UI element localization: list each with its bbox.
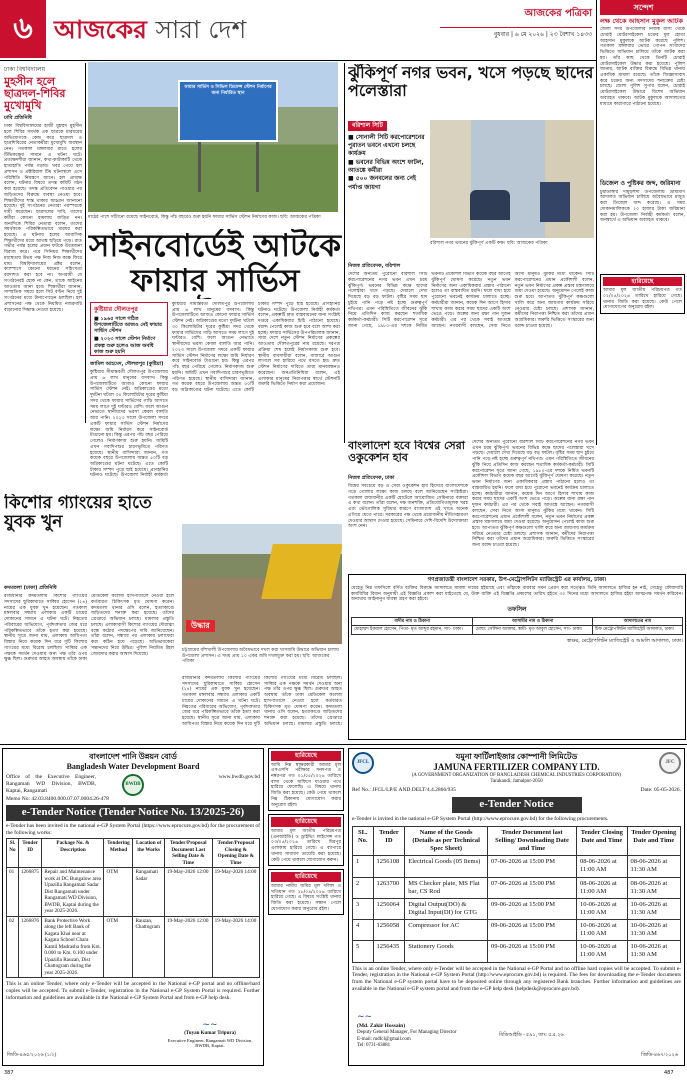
brand-name: আজকের পত্রিকা [524,8,592,19]
jfcl-name-en: JAMUNA FERTILIZER COMPANY LTD. [433,762,600,772]
keypoints-title: কুষ্টিয়ার দৌলতপুর [94,306,138,313]
table-header: Sl. No [7,839,19,868]
jfcl-name-bn: যমুনা ফার্টিলাইজার কোম্পানী লিমিটেড [455,752,578,761]
story-headline: ঝুঁকিপূর্ণ নগর ভবন, খসে পড়ছে ছাদের পলেস্তারা [348,64,594,100]
court-notice [348,574,686,740]
bwdb-seal-icon: BWDB [122,774,144,796]
story-headline: কিশোর গ্যাংয়ের হাতে যুবক খুন [4,494,152,532]
sidebar-body: চুয়াডাঙ্গার দামুড়হুদা উপজেলায় ভ্রাম্যমাণ আদালত অভিযান চালিয়ে অবৈধভাবে মজুত করা ডিজেল জব্দ করেছে। এ সময় দোকানমালিককে ২০ হাজার টাকা জরিমানা করা হয়। উপজেলা নির্বাহী কর্মকর্তা বলেন, জনস্বার্থে এ অভিযান অব্যাহত থাকবে। [600,189,685,224]
table-header: SL. No. [353,826,374,855]
jfcl-header [352,752,681,785]
jfcl-address: Tarakandi, Jamalpur-2050 [490,779,543,785]
classified-label: হারিয়েছে [271,817,341,827]
classified-label: হারিয়েছে [271,872,341,882]
table-cell: মোহাম্মদ ইকবাল হোসেন, পিতা- মৃত আব্দুর রহমান, সাং- ঢাকা। [352,626,473,635]
story-headline: বাংলাদেশ হবে বিশ্বের সেরা ওকুকেশন হাব [348,440,465,465]
story-headline: মুহসীন হলে ছাত্রদল-শিবির মুখোমুখি [4,74,66,112]
classified-label: হারিয়েছে [271,751,341,761]
table-header: Tender Opening Date and Time [627,826,680,855]
sidebar [600,18,685,458]
photo-tag: উদ্ধার [186,620,215,632]
fire-station-photo [88,62,338,212]
table-header-row [352,617,683,626]
uddhar-body: রাজধানীর কদমতলায় কিশোর গ্যাংয়ের সদস্যদের ছুরিকাঘাতে সাব্বির হোসেন (২৪) নামের এক যুবক খুন হয়েছেন। গতকাল মঙ্গলবার সন্ধ্যায় এলাকার একটি চায়ের দোকানের সামনে এ ঘটনা ঘটে। নিহতের পরিবারের অভিযোগ, পূর্বশত্রুতার জের ধরে পরিকল্পিতভাবে তাঁকে হত্যা করা হয়েছে। স্থানীয় সূত্রে জানা যায়, এলাকায় আধিপত্য বিস্তার নিয়ে কয়েক দিন ধরে দুটি কিশোর গ্যাংয়ের মধ্যে বিরোধ চলছিল। সাব্বির এক পক্ষকে সমর্থন দেওয়ায় অন্য পক্ষ তাঁর ওপর ক্ষুব্ধ ছিল। গুরুতর আহত অবস্থায় তাঁকে ঢাকা মেডিকেল কলেজ হাসপাতালে নেওয়া হলে কর্তব্যরত চিকিৎসক মৃত ঘোষণা করেন। কদমতলা থানার ওসি বলেন, হত্যাকাণ্ডে জড়িতদের শনাক্ত করা হয়েছে। তাঁদের গ্রেপ্তারে অভিযান চলছে। মামলার প্রস্তুতি চলছে। [182,676,342,727]
table-cell: 1 [353,856,374,877]
sign-tel: Tel: 0731-63881 [357,1042,391,1048]
table-cell: 19-May-2026 12:00 [164,868,212,917]
barishal-body [348,260,594,440]
table-row [353,941,681,962]
story-byline: নিজস্ব প্রতিবেদক, বরিশাল [348,263,401,269]
table-cell: 10-06-2026 at 11:00 AM [577,898,628,919]
bwdb-name-bn: বাংলাদেশ পানি উন্নয়ন বোর্ড [89,752,177,761]
table-cell: 10-06-2026 at 11:30 AM [627,898,680,919]
table-row [352,626,683,635]
classified-box [268,748,344,811]
sign-email: E-mail: mdfcl@gmail.com [357,1036,411,1042]
classified-label: হারিয়েছে [603,277,682,287]
table-cell: 09-06-2026 at 15:00 PM [487,920,576,941]
keypoint-item: ■ ভবনের বিভিন্ন অংশে ফাটল, আতঙ্কে কর্মীরা [348,158,424,175]
ad-code-mid: বিডিআইডি - ৫৯১, তাং: ৫.৫.২৬ [499,1032,564,1038]
classified-text: আমার নামীয় জমির মূল দলিল ও খতিয়ান গত ২৮/০৪/২০২৬ তারিখে হারিয়ে গেছে। এ বিষয়ে সংশ্লিষ্ট থানায় জিডি করা হয়েছে। সন্ধান পেলে যোগাযোগ করার অনুরোধ রইল। [271,883,341,912]
table-cell: 10-06-2026 at 11:00 AM [577,941,628,962]
table-cell: Compressor for AC [405,920,488,941]
table-cell: OTM [104,868,133,917]
table-cell: Rauzan, Chattogram [133,916,164,978]
table-cell: 19-May-2026 14:00 [212,868,259,917]
signboard [178,80,278,142]
section-name: সারা দেশ [155,15,247,44]
barishal-photo-caption: বরিশাল নগর ভবনের ঝুঁকিপূর্ণ একটি কক্ষ। ছবি: আজকের পত্রিকা [430,241,548,246]
story-body: রাজধানীর কদমতলায় কিশোর গ্যাংয়ের সদস্যদের ছুরিকাঘাতে সাব্বির হোসেন (২৪) নামের এক যুবক খুন হয়েছেন। গতকাল মঙ্গলবার সন্ধ্যায় এলাকার একটি চায়ের দোকানের সামনে এ ঘটনা ঘটে। নিহতের পরিবারের অভিযোগ, পূর্বশত্রুতার জের ধরে পরিকল্পিতভাবে তাঁকে হত্যা করা হয়েছে। স্থানীয় সূত্রে জানা যায়, এলাকায় আধিপত্য বিস্তার নিয়ে কয়েক দিন ধরে দুটি কিশোর গ্যাংয়ের মধ্যে বিরোধ চলছিল। সাব্বির এক পক্ষকে সমর্থন দেওয়ায় অন্য পক্ষ তাঁর ওপর ক্ষুব্ধ ছিল। গুরুতর আহত অবস্থায় তাঁকে ঢাকা মেডিকেল কলেজ হাসপাতালে নেওয়া হলে কর্তব্যরত চিকিৎসক মৃত ঘোষণা করেন। কদমতলা থানার ওসি বলেন, হত্যাকাণ্ডে জড়িতদের শনাক্ত করা হয়েছে। তাঁদের গ্রেপ্তারে অভিযান চলছে। মামলার প্রস্তুতি চলছে। এলাকাবাসী কিশোর গ্যাংয়ের দৌরাত্ম্য বন্ধে কঠোর পদক্ষেপের দাবি জানিয়েছেন। তাঁরা বলেন, সন্ধ্যার পর এলাকায় চলাফেরা করা কঠিন হয়ে পড়েছে। অভিভাবকেরা সন্তানদের নিয়ে উদ্বিগ্ন। পুলিশ নিয়মিত টহল জোরদার করার আশ্বাস দিয়েছে। [4,594,174,663]
ad-code: জিডি-৪৬৭/২০২৬ [641,1052,678,1058]
sidebar-headline: লক্ষ থেকে আহসান মুকুল আটক [600,18,683,25]
signature-scrawl: ~~ [357,1012,373,1023]
table-cell: Rangamati Sadar [133,868,164,917]
classified-text: আমার মূল জাতীয় পরিচয়পত্র (এনআইডি) ও ড্রাইভিং লাইসেন্স গত ০৩/০৫/২০২৬ তারিখে মিরপুর এলাকায় হারিয়ে গেছে। এ ব্যাপারে থানায় সাধারণ ডায়েরি করা হয়েছে। কেউ পেয়ে থাকলে যোগাযোগ করুন। [271,828,341,863]
fire-station-body-2: কুষ্টিয়ার সীমান্তবর্তী দৌলতপুর উপজেলায় প্রায় ৬ লাখ মানুষের বসবাস। কিন্তু উপজেলাটিতে আজও কোনো ফায়ার সার্ভিস স্টেশন নেই। অগ্নিকাণ্ডের মতো দুর্ঘটনা ঘটলে ৩০ কিলোমিটার দূরের কুষ্টিয়া সদর থেকে ফায়ার সার্ভিসের গাড়ি আসতে সময় লাগে দুই ঘণ্টারও বেশি। ফলে আগুন নেভাতে স্থানীয়দের ভরসা কেবল বালতি আর পানি। ২০২৩ সালে উপজেলা সদরে একটি ফায়ার সার্ভিস স্টেশন নির্মাণের লক্ষ্যে জমি নির্ধারণ করে সাইনবোর্ড টাঙানো হয়। কিন্তু এরপর পাঁচ বছর পেরিয়ে গেলেও নির্মাণকাজ শুরু হয়নি। জমিটি এখন গবাদিপশুর চারণভূমিতে পরিণত হয়েছে। স্থানীয় বাসিন্দারা জানান, গত কয়েক বছরে উপজেলায় অন্তত ৫০টি বড় অগ্নিকাণ্ডের ঘটনা ঘটেছে। এতে কোটি টাকার সম্পদ পুড়ে ছাই হয়েছে। প্রাণহানির ঘটনাও ঘটেছে। উপজেলা নির্বাহী কর্মকর্তা বলেন, প্রকল্পটি দ্রুত বাস্তবায়নের জন্য সংশ্লিষ্ট দপ্তরে একাধিকবার চিঠি পাঠানো হয়েছে। বরাদ্দ পেলেই কাজ শুরু হবে বলে আশা করা হচ্ছে। ফায়ার সার্ভিসের উপপরিচালক জানান, সারা দেশে নতুন স্টেশন নির্মাণের প্রকল্পের আওতায় দৌলতপুরের নাম রয়েছে। দরপত্র প্রক্রিয়া শেষ হলেই নির্মাণকাজ শুরু হবে। স্থানীয় ব্যবসায়ীরা বলেন, বাজারে আগুন লাগলে সব হারিয়ে পথে বসতে হয়। দ্রুত স্টেশন নির্মাণের দাবিতে তারা মানববন্ধনও করেছেন। জনপ্রতিনিধিরা বলেন, এই এলাকার মানুষের নিরাপত্তার স্বার্থে স্টেশনটি জরুরি ভিত্তিতে নির্মাণ করা প্রয়োজন। [172,302,340,394]
table-header: Location of the Works [133,839,164,868]
person-shape [470,190,510,220]
barishal-keypoints [348,118,426,258]
table-cell: 5 [353,941,374,962]
table-cell: Bank Protective Work along the left Bank of Kagata Khal near at Kagata School Chara Kamil Madrasha from Km. 0.000 to Km. 0.100 under Upazilla Rauzan, Dist Chattogram during the year 2025-2026. [42,916,104,978]
sidebar-classified [600,274,685,314]
table-header: Tender Closing Date and Time [577,826,628,855]
keypoint-item: ■ সোনালী সিটি করপোরেশনের পুরাতন ভবনে এখনো চলছে কার্যক্রম [348,133,425,158]
jfcl-tender-title: e-Tender Notice [452,797,582,813]
table-cell: 08-06-2026 at 11:30 AM [627,877,680,898]
top-divider [0,60,596,61]
classified-box [268,814,344,866]
table-cell: 09-06-2026 at 15:00 PM [487,941,576,962]
table-header: আদালতের নাম [592,617,682,626]
table-cell: OTM [104,916,133,978]
ad-code: জিডি-৪৬৫/২০২৬ (১/২) [7,1052,57,1058]
table-header: Tender ID [373,826,405,855]
table-cell: 10-06-2026 at 11:30 AM [627,920,680,941]
table-cell: 02 [7,916,19,978]
issue-date: বুধবার | ৬ মে ২০২৬ | ২৩ বৈশাখ ১৪৩৩ [440,27,592,39]
uddhar-photo [182,524,342,644]
newspaper-logo [54,14,246,45]
story-section: ঢাকা বিশ্ববিদ্যালয় [4,66,46,73]
table-cell: 08-06-2026 at 11:30 AM [627,856,680,877]
table-cell: 19-May-2026 12:00 [164,916,212,978]
jfcl-subtitle: (A GOVERNMENT ORGANIZATION OF BANGLADESH CHEMICAL INDUSTRIES CORPORATION) [411,773,622,779]
story-byline: কদমতলা (ঢাকা) প্রতিনিধি [4,585,57,591]
table-header: Package No. & Description [42,839,104,868]
keypoint-item: ■ ৫০০ জনবলের জন্য নেই পর্যাপ্ত জায়গা [348,175,417,191]
jfcl-tender-notice [348,748,685,1066]
table-row [7,868,260,917]
uddhar-caption: চট্টগ্রামের বাঁশখালী উপজেলায় অবৈধভাবে দখল করা খাসজমি উদ্ধারে অভিযান চালায় উপজেলা প্রশাসন। এ সময় প্রায় ১০ একর জমি দখলমুক্ত করা হয়। ছবি: আজকের পত্রিকা [182,648,339,665]
location-tag: বরিশাল সিটি [348,121,387,131]
bwdb-tender-notice [2,748,264,1066]
page-footer-right: 487 [664,1070,674,1076]
story-byline: ঢাবি প্রতিনিধি [4,114,32,121]
table-cell: 1263700 [373,877,405,898]
barishal-office-photo [430,120,594,238]
fire-station-keypoints [90,302,168,356]
table-row [353,877,681,898]
bwdb-header [6,752,260,772]
keypoint-item: ■ ২০২৩ সালে স্টেশন নির্মাণে প্রকল্প শুরু হলেও আজ অবধি কাজ শুরু হয়নি [94,336,156,355]
table-cell: 07-06-2026 at 15:00 PM [487,877,576,898]
person-shape [540,182,570,222]
sign-role: Executive Engineer, Rangamati WD Division, BWDB, Kaptai. [167,1037,253,1049]
column-divider [344,63,345,443]
sidebar-section-tag: সন্দেশ [600,0,687,15]
table-cell: 2 [353,877,374,898]
classified-text: আমি নিম্ন স্বাক্ষরকারী আমার মূল এসএসসি পরীক্ষার সনদপত্র ও নম্বরপত্র গত ০১/০৫/২০২৬ তারিখে বাসা থেকে অফিসে যাওয়ার পথে হারিয়ে ফেলেছি। এ বিষয়ে থানায় জিডি করা হয়েছে। কেউ পেয়ে থাকলে নিম্ন ঠিকানায় যোগাযোগ করার অনুরোধ রইল। [271,762,341,808]
masthead-right [440,8,592,38]
bwdb-office-row [6,774,260,796]
notice-header: গণপ্রজাতন্ত্রী বাংলাদেশ সরকার, উপ-মেট্রোপলিটন ম্যাজিস্ট্রেট এর কার্যালয়, ঢাকা। [427,577,607,583]
jfcl-ref-row [352,787,681,794]
table-cell: 07-06-2026 at 15:00 PM [487,856,576,877]
signboard-pole [198,142,201,192]
jfcl-ref: Ref No.: JFCL/LP/E AND DELT/4.4.2866/935 [352,787,456,794]
classified-box [268,869,344,915]
notice-sign: স্বাক্ষর, মেট্রোপলিটন ম্যাজিস্ট্রেট ও আমলি আদালত, ঢাকা। [566,637,683,644]
story-barishal-headline [348,64,594,116]
table-cell: 09-06-2026 at 15:00 PM [487,898,576,919]
ads-divider [0,744,687,745]
jfcl-signature [357,1012,477,1049]
classified-text: আমার মূল জাতীয় পরিচয়পত্র গত ০২/০৫/২০২৬ তারিখে হারিয়ে গেছে। থানায় জিডি করা হয়েছে। কেউ পেলে যোগাযোগের অনুরোধ রইল। [603,288,682,311]
table-header-row [353,826,681,855]
fire-station-headline: সাইনবোর্ডেই আটকে ফায়ার সার্ভিস [88,229,342,299]
bwdb-signature [165,1020,255,1049]
story-body: কুষ্টিয়ার সীমান্তবর্তী দৌলতপুর উপজেলায় প্রায় ৬ লাখ মানুষের বসবাস। কিন্তু উপজেলাটিতে আজও কোনো ফায়ার সার্ভিস স্টেশন নেই। অগ্নিকাণ্ডের মতো দুর্ঘটনা ঘটলে ৩০ কিলোমিটার দূরের কুষ্টিয়া সদর থেকে ফায়ার সার্ভিসের গাড়ি আসতে সময় লাগে দুই ঘণ্টারও বেশি। ফলে আগুন নেভাতে স্থানীয়দের ভরসা কেবল বালতি আর পানি। ২০২৩ সালে উপজেলা সদরে একটি ফায়ার সার্ভিস স্টেশন নির্মাণের লক্ষ্যে জমি নির্ধারণ করে সাইনবোর্ড টাঙানো হয়। কিন্তু এরপর পাঁচ বছর পেরিয়ে গেলেও নির্মাণকাজ শুরু হয়নি। জমিটি এখন গবাদিপশুর চারণভূমিতে পরিণত হয়েছে। স্থানীয় বাসিন্দারা জানান, গত কয়েক বছরে উপজেলায় অন্তত ৫০টি বড় অগ্নিকাণ্ডের ঘটনা ঘটেছে। এতে কোটি টাকার সম্পদ পুড়ে ছাই হয়েছে। প্রাণহানির ঘটনাও ঘটেছে। উপজেলা নির্বাহী কর্মকর্তা [90,370,168,478]
masthead [0,0,687,58]
table-cell: চিফ মেট্রোপলিটন ম্যাজিস্ট্রেট আদালত, ঢাকা। [592,626,682,635]
sign-role: Deputy General Manager, For Managing Director [357,1030,457,1036]
table-cell: Digital Output(DO) & Digital Input(DI) for GTG [405,898,488,919]
table-cell: 08-06-2026 at 11:00 AM [577,856,628,877]
table-header: Name of the Goods (Details as per Technical Spec Sheet) [405,826,488,855]
table-header: Tendering Method [104,839,133,868]
bwdb-intro: e-Tender has been invited in the national e-GP System Portal (https://www.eprocure.gov.bd) for the procurement of the following works: [6,822,260,836]
sign-name: (Md. Zakir Hossain) [357,1023,406,1030]
table-cell: 1266876 [18,916,41,978]
jfcl-footer: This is an online Tender, where only e-Tender will be accepted in the National e-GP Portal and no offline hard copies will be accepted. To submit e-Tender, registration in the National e-GP System Portal (http://www.eprocure.gov.bd) is required. The fees for downloading the e-Tender documents from the National e-GP system portal have to be deposited online through any registered Bank branches. Further information and guidelines are available in the National e-GP system portal and from the e-GP help desk (helpdesk@eprocure.gov.bd). [352,965,681,993]
table-cell: 1256108 [373,856,405,877]
table-cell: MS Checker plate, MS Flat bar, CS Rod [405,877,488,898]
table-header: Tender/Proposal Closing & Opening Date & Time [212,839,259,868]
table-row [353,898,681,919]
story-dhaka-university [4,66,82,490]
page-footer-left: 387 [4,1070,14,1076]
jfcl-logo-icon: JFCL [352,752,374,774]
column-divider [596,0,597,445]
fire-station-body-1 [90,358,168,478]
story-byline: জামিল আহমেদ, দৌলতপুর (কুষ্টিয়া) [90,361,164,367]
bwdb-footer: This is an online Tender, where only e-Tender will be accepted in the National e-GP portal and no offline/hard copies will be accepted. To submit e-Tender, registration in the National e-GP System Portal is required. Further information and guidelines are available in the National e-GP System Portal and from e-GP help desk. [6,981,260,1002]
story-kishor-body [4,582,174,732]
table-cell: Stationery Goods [405,941,488,962]
table-cell: 08-06-2026 at 11:00 AM [577,877,628,898]
notice-body: যেহেতু নিম্ন তফসিলে বর্ণিত ব্যক্তির বিরুদ্ধে আদালতে মামলা দায়ের হইয়াছে এবং তাঁহাকে বারবার সমন প্রেরণ করা সত্ত্বেও তিনি আদালতে হাজির হন নাই, সেহেতু ফৌজদারি কার্যবিধির বিধান অনুযায়ী এই বিজ্ঞপ্তি প্রকাশ করা যাইতেছে যে, উক্ত ব্যক্তি এই বিজ্ঞপ্তি প্রকাশের তারিখ হইতে ৩০ দিনের মধ্যে আদালতে হাজির হইয়া আত্মপক্ষ সমর্থন করিবেন। অন্যথায় আইনানুগ ব্যবস্থা গ্রহণ করা হইবে। [351,585,683,603]
table-cell: 01 [7,868,19,917]
jfcl-intro: e-Tender is invited in the national e-GP System Portal (http://www.eprocure.gov.bd) for the following procurements. [352,816,609,823]
story-byline: নিজস্ব প্রতিবেদক, ঢাকা [348,475,395,481]
table-cell: 3 [353,898,374,919]
table-header: Tender Document last Selling/ Downloading Date and Time [487,826,576,855]
table-cell: 10-06-2026 at 11:00 AM [577,920,628,941]
table-cell: Electrical Goods (05 Items) [405,856,488,877]
table-row [7,916,260,978]
bwdb-office: Office of the Executive Engineer, Rangamati WD Division, BWDB, Kaptai, Rangamati [6,774,96,794]
table-cell: 4 [353,920,374,941]
table-cell: 1256064 [373,898,405,919]
jfcl-seal-icon: JFC [659,752,681,774]
signboard-text: ফায়ার সার্ভিস ও সিভিল ডিফেন্স স্টেশন নির্মাণের জন্য নির্ধারিত স্থান [184,85,272,97]
sidebar-headline: ডিজেল ও পুষ্টিকর জব্দ, জরিমানা [600,180,681,188]
fire-station-caption: মাঠের পাশে সাঁটানো রয়েছে সাইনবোর্ড, কিন্তু পাঁচ বছরেও শুরু হয়নি ফায়ার সার্ভিস স্টেশন নির্মাণের কাজ। ছবি: আজকের পত্রিকা [88,215,321,220]
table-cell: 10-06-2026 at 11:30 AM [627,941,680,962]
jfcl-tender-table [352,826,681,963]
table-cell: 1266875 [18,868,41,917]
keypoint-item: ■ ১৯৬৫ সালে গঠিত উপজেলাটিতে আজও নেই ফায়ার সার্ভিস স্টেশন [94,315,162,334]
table-header-row [7,839,260,868]
sidebar-body: জেলা সদর উপজেলার নিজস্ব বাসা থেকে চোরাই মোটরসাইকেল চক্রের মূল হোতা আহসান মুকুলকে আটক করেছে পুলিশ। গতকাল মঙ্গলবার ভোরে গোপন সংবাদের ভিত্তিতে অভিযান চালিয়ে তাঁকে আটক করা হয়। তাঁর কাছ থেকে তিনটি চোরাই মোটরসাইকেল উদ্ধার করা হয়েছে। পুলিশ জানায়, আটক ব্যক্তির বিরুদ্ধে বিভিন্ন থানায় একাধিক মামলা রয়েছে। তাঁকে জিজ্ঞাসাবাদ করে চক্রের অন্য সদস্যদের শনাক্তের চেষ্টা চলছে। জেলা পুলিশ সুপার বলেন, চোরাই মোটরসাইকেল উদ্ধারে বিশেষ অভিযান অব্যাহত থাকবে। আটক মুকুলকে আদালতের মাধ্যমে কারাগারে পাঠানো হয়েছে। [600,27,685,107]
signboard-pole [256,142,259,192]
excavator-shape [261,544,342,599]
table-header: আসামীর নাম ও ঠিকানা [473,617,592,626]
table-cell: মোছা: সেলিনা আক্তার, স্বামী- মৃত আবুল হোসেন, সাং- ঢাকা। [473,626,592,635]
story-body: ঢাকা বিশ্ববিদ্যালয়ের হাজী মুহম্মদ মুহসীন হলে শিবির সমর্থক এক ছাত্রকে মারধরের অভিযোগকে কেন্দ্র করে ছাত্রদল ও ছাত্রশিবিরের নেতাকর্মীরা মুখোমুখি অবস্থান নেন। গতকাল মঙ্গলবার রাতে হলের টিভিকক্ষের সামনে এ ঘটনা ঘটে। প্রত্যক্ষদর্শীরা জানান, কথা-কাটাকাটি থেকে হাতাহাতি পর্যন্ত গড়ায়। খবর পেয়ে হল প্রশাসন ও প্রক্টরিয়াল টিম ঘটনাস্থলে এসে পরিস্থিতি নিয়ন্ত্রণে আনে। হল প্রাধ্যক্ষ বলেন, ঘটনার বিষয়ে তদন্ত কমিটি গঠন করা হয়েছে। তদন্ত প্রতিবেদন পাওয়ার পর জড়িতদের বিরুদ্ধে ব্যবস্থা নেওয়া হবে। শিক্ষার্থীদের শান্ত থাকার আহ্বান জানানো হয়েছে। দুই সংগঠনের নেতারা পরস্পরকে দায়ী করেছেন। ছাত্রদলের দাবি, তাদের কর্মীরা কোনো হামলায় জড়িত নন। অন্যদিকে শিবির নেতারা বলেন, তাদের সমর্থককে পরিকল্পিতভাবে মারধর করা হয়েছে। এ ঘটনায় হলের আবাসিক শিক্ষার্থীদের মধ্যে আতঙ্ক ছড়িয়ে পড়ে। রাত গভীর পর্যন্ত হলের প্রধান ফটকে উত্তেজনা বিরাজ করে। পরে সিনিয়র শিক্ষার্থীদের মধ্যস্থতায় উভয় পক্ষ নিজ নিজ কক্ষে ফিরে যায়। বিশ্ববিদ্যালয়ের প্রক্টর বলেন, ক্যাম্পাসে কোনো ধরনের সহিংসতা বরদাশত করা হবে না। অপরাধী যে সংগঠনেরই হোক না কেন, তাকে আইনের আওতায় আনা হবে। শিক্ষার্থীরা জানান, সাম্প্রতিক সময়ে হলে সিট বণ্টন নিয়ে দুই সংগঠনের মধ্যে টানাপোড়েন চলছিল। হল প্রশাসনের পক্ষ থেকে নিয়মিত নজরদারি বাড়ানোর সিদ্ধান্ত নেওয়া হয়েছে। [4,124,82,313]
bwdb-name-en: Bangladesh Water Development Board [66,762,200,771]
table-header: Tender ID [18,839,41,868]
jfcl-header-text [378,752,655,785]
table-cell: 19-May-2026 14:00 [212,916,259,978]
table-header: Tender/Proposal Document Last Selling Date & Time [164,839,212,868]
sign-name: (Tuyan Kumar Tripura) [184,1031,236,1037]
barishal-body-continued: দেশের অন্যতম পুরোনো বরিশাল সিটি করপোরেশনের নগর ভবন এখন চরম ঝুঁকিপূর্ণ। ভবনের বিভিন্ন কক্ষে ছাদের পলেস্তারা খসে পড়ছে। দেয়ালে দেখা দিয়েছে বড় বড় ফাটল। বৃষ্টির সময় ছাদ চুইয়ে পানি পড়ে নষ্ট হচ্ছে গুরুত্বপূর্ণ নথিপত্র। এমন পরিস্থিতিতে জীবনের ঝুঁকি নিয়ে প্রতিদিন কাজ করছেন শতাধিক কর্মকর্তা-কর্মচারী। সিটি করপোরেশন সূত্রে জানা গেছে, ১৯৮০-এর দশকে নির্মিত ভবনটি প্রকৌশল বিভাগ কয়েক বছর আগেই ঝুঁকিপূর্ণ ঘোষণা করেছে। নতুন ভবন নির্মাণের জন্য একাধিকবার প্রস্তাব পাঠানো হলেও তা বাস্তবায়িত হয়নি। ফলে বাধ্য হয়ে পুরোনো ভবনেই কার্যক্রম চালাতে হচ্ছে। কর্মচারীরা জানান, কয়েক দিন আগে হিসাব শাখায় কাজ করার সময় ছাদের একটি অংশ ভেঙে পড়ে। অল্পের জন্য রক্ষা পান দুজন কর্মচারী। এর পর থেকে সবাই আতঙ্কে আছেন। নগরবাসী বলছেন, সেবা নিতে আসা মানুষও ঝুঁকির মধ্যে থাকেন। সিটি করপোরেশনের প্রধান প্রকৌশলী বলেন, নতুন ভবন নির্মাণের প্রকল্প প্রস্তাব মন্ত্রণালয়ে জমা দেওয়া হয়েছে। অনুমোদন পেলেই কাজ শুরু হবে। আপাতত ঝুঁকিপূর্ণ কক্ষগুলো খালি করে অন্য জায়গায় কার্যক্রম সরিয়ে নেওয়ার চেষ্টা চলছে। প্রশাসক জানান, কর্মীদের নিরাপত্তা নিশ্চিত করা তাঁদের প্রধান অগ্রাধিকার। জরুরি ভিত্তিতে সংস্কারের জন্য বরাদ্দ চাওয়া হয়েছে। [472,440,594,549]
table-header: বাদীর নাম ও ঠিকানা [352,617,473,626]
table-cell: Repair and Maintenance work at DC Bungalow area Upazilla Rangamati Sadar Dist Rangamati under Rangamati WD Division, BWDB, Kaptai during the year 2025-2026. [42,868,104,917]
story-body: দেশের অন্যতম পুরোনো বরিশাল সিটি করপোরেশনের নগর ভবন এখন চরম ঝুঁকিপূর্ণ। ভবনের বিভিন্ন কক্ষে ছাদের পলেস্তারা খসে পড়ছে। দেয়ালে দেখা দিয়েছে বড় বড় ফাটল। বৃষ্টির সময় ছাদ চুইয়ে পানি পড়ে নষ্ট হচ্ছে গুরুত্বপূর্ণ নথিপত্র। এমন পরিস্থিতিতে জীবনের ঝুঁকি নিয়ে প্রতিদিন কাজ করছেন শতাধিক কর্মকর্তা-কর্মচারী। সিটি করপোরেশন সূত্রে জানা গেছে, ১৯৮০-এর দশকে নির্মিত ভবনটি প্রকৌশল বিভাগ কয়েক বছর আগেই ঝুঁকিপূর্ণ ঘোষণা করেছে। নতুন ভবন নির্মাণের জন্য একাধিকবার প্রস্তাব পাঠানো হলেও তা বাস্তবায়িত হয়নি। ফলে বাধ্য হয়ে পুরোনো ভবনেই কার্যক্রম চালাতে হচ্ছে। কর্মচারীরা জানান, কয়েক দিন আগে হিসাব শাখায় কাজ করার সময় ছাদের একটি অংশ ভেঙে পড়ে। অল্পের জন্য রক্ষা পান দুজন কর্মচারী। এর পর থেকে সবাই আতঙ্কে আছেন। নগরবাসী বলছেন, সেবা নিতে আসা মানুষও ঝুঁকির মধ্যে থাকেন। সিটি করপোরেশনের প্রধান প্রকৌশলী বলেন, নতুন ভবন নির্মাণের প্রকল্প প্রস্তাব মন্ত্রণালয়ে জমা দেওয়া হয়েছে। অনুমোদন পেলেই কাজ শুরু হবে। আপাতত ঝুঁকিপূর্ণ কক্ষগুলো খালি করে অন্য জায়গায় কার্যক্রম সরিয়ে নেওয়ার চেষ্টা চলছে। প্রশাসক জানান, কর্মীদের নিরাপত্তা নিশ্চিত করা তাঁদের প্রধান অগ্রাধিকার। জরুরি ভিত্তিতে সংস্কারের জন্য বরাদ্দ চাওয়া হয়েছে। [348,272,594,329]
story-hub-body [348,472,468,572]
story-body: বিশ্বের সবচেয়ে বড় ও সেরা ওকুকেশন হাব হিসেবে বাংলাদেশকে গড়ে তোলার লক্ষ্যে কাজ চলছে বলে জানিয়েছেন সংশ্লিষ্টরা। গতকাল রাজধানীর একটি হোটেলে আয়োজিত সেমিনারে বক্তারা এ কথা বলেন। তাঁরা বলেন, দক্ষ জনশক্তি, প্রতিযোগিতামূলক খরচ এবং ভৌগোলিক সুবিধার কারণে বাংলাদেশ এই খাতে অনেক এগিয়ে যেতে পারে। সরকারের পক্ষ থেকে প্রয়োজনীয় নীতিসহায়তা দেওয়ার আশ্বাস দেওয়া হয়েছে। সেমিনারে দেশি-বিদেশি উদ্যোক্তারা অংশ নেন। [348,484,468,530]
table-cell: 1256435 [373,941,405,962]
bwdb-tender-table [6,838,260,978]
page-number: ৬ [0,0,46,58]
classifieds-column [268,748,344,1066]
notice-table [351,617,683,635]
bwdb-tender-title: e-Tender Notice (Tender Notice No. 13/2025-26) [6,805,260,821]
notice-table-title: তফসিল [507,606,527,614]
logo-text: আজকের [54,15,147,44]
table-row [353,920,681,941]
signature-scrawl: ~~ [202,1020,218,1031]
bwdb-web: www.bwdb.gov.bd [218,774,260,780]
story-kishor-gang [4,494,179,578]
table-row [353,856,681,877]
jfcl-date: Date: 05-05-2026. [640,787,681,794]
column-divider [85,63,86,423]
bwdb-memo: Memo No: 42.03.8400.000.07.07.0004.26-478 [6,796,109,802]
table-cell: 1256058 [373,920,405,941]
